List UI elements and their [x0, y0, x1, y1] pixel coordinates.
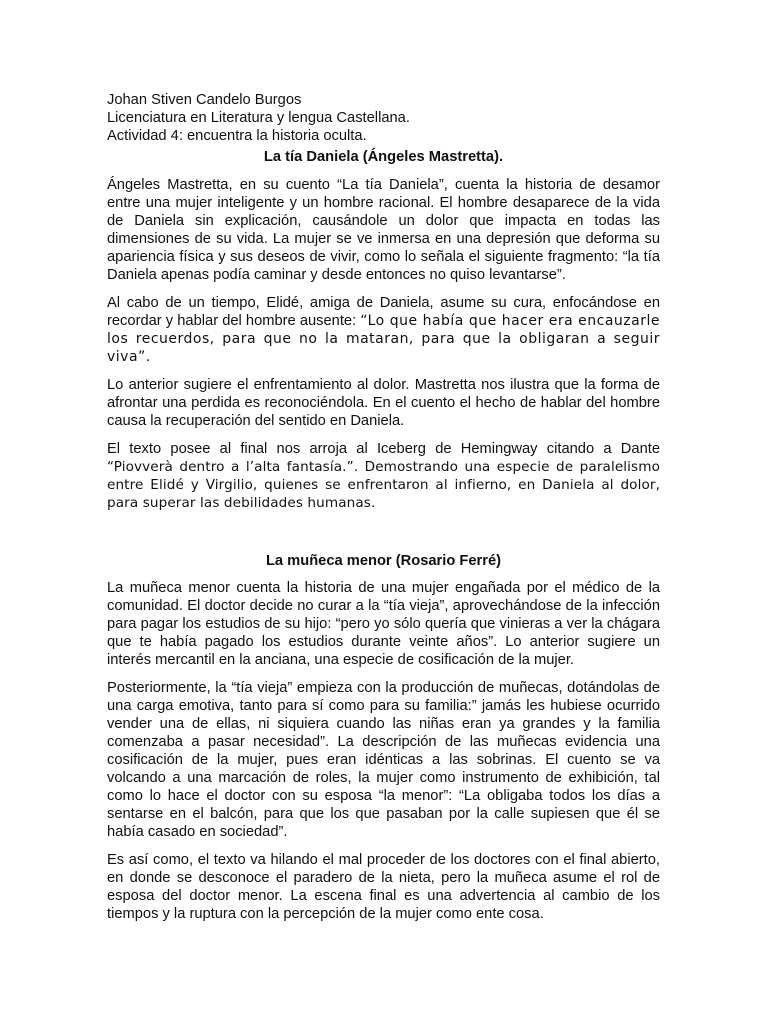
paragraph-text-alt-font: “Piovverà dentro a l’alta fantasía.”. Demostrando una especie de paralelismo entre Elidé y Virgilio, quienes se enfrentaron al infierno, en Daniela al dolor, para superar las debilidades humanas.: [107, 459, 660, 511]
paragraph: Ángeles Mastretta, en su cuento “La tía Daniela”, cuenta la historia de desamor entre una mujer inteligente y un hombre racional. El hombre desaparece de la vida de Daniela sin explicación, causándole un dolor que impacta en todas las dimensiones de su vida. La mujer se ve inmersa en una depresión que deforma su apariencia física y sus deseos de vivir, como lo señala el siguiente fragmento: “la tía Daniela apenas podía caminar y desde entonces no quiso levantarse”.: [107, 177, 660, 283]
document-page: [107, 91, 660, 933]
paragraph: Posteriormente, la “tía vieja” empieza con la producción de muñecas, dotándolas de una carga emotiva, tanto para sí como para su familia:” jamás les hubiese ocurrido vender una de ellas, ni siquiera cuando las niñas eran ya grandes y la familia comenzaba a pasar necesidad”. La descripción de las muñecas evidencia una cosificación de la mujer, pues eran idénticas a las sobrinas. El cuento se va volcando a una marcación de roles, la mujer como instrumento de exhibición, tal como lo hace el doctor con su esposa “la menor”: “La obligaba todos los días a sentarse en el balcón, para que los que pasaban por la calle supiesen que él se había casado en sociedad”.: [107, 680, 660, 840]
paragraph: [107, 440, 660, 512]
author-name: Johan Stiven Candelo Burgos: [107, 92, 302, 108]
paragraph: Lo anterior sugiere el enfrentamiento al dolor. Mastretta nos ilustra que la forma de afrontar una perdida es reconociéndola. En el cuento el hecho de hablar del hombre causa la recuperación del sentido en Daniela.: [107, 377, 660, 429]
program-name: Licenciatura en Literatura y lengua Castellana.: [107, 110, 410, 126]
paragraph-text: Al cabo de un tiempo, Elidé, amiga de Daniela, asume su cura, enfocándose en recordar y hablar del hombre ausente:: [107, 295, 660, 329]
paragraph: La muñeca menor cuenta la historia de una mujer engañada por el médico de la comunidad. El doctor decide no curar a la “tía vieja”, aprovechándose de la infección para pagar los estudios de su hijo: “pero yo sólo quería que vinieras a ver la chágara que te había pagado los estudios durante veinte años”. Lo anterior sugiere un interés mercantil en la anciana, una especie de cosificación de la mujer.: [107, 580, 660, 668]
quotation: “Lo que había que hacer era encauzarle los recuerdos, para que no la mataran, para que la obligaran a seguir viva”.: [107, 313, 660, 365]
paragraph: Es así como, el texto va hilando el mal proceder de los doctores con el final abierto, en donde se desconoce el paradero de la nieta, pero la muñeca asume el rol de esposa del doctor menor. La escena final es una advertencia al cambio de los tiempos y la ruptura con la percepción de la mujer como ente cosa.: [107, 852, 660, 922]
activity-title: Actividad 4: encuentra la historia oculta.: [107, 128, 367, 144]
paragraph: [107, 294, 660, 366]
paragraph-text: El texto posee al final nos arroja al Iceberg de Hemingway citando a Dante: [107, 441, 660, 457]
section-title-muneca-menor: La muñeca menor (Rosario Ferré): [265, 553, 502, 569]
section-title-tia-daniela: La tía Daniela (Ángeles Mastretta).: [263, 149, 504, 165]
